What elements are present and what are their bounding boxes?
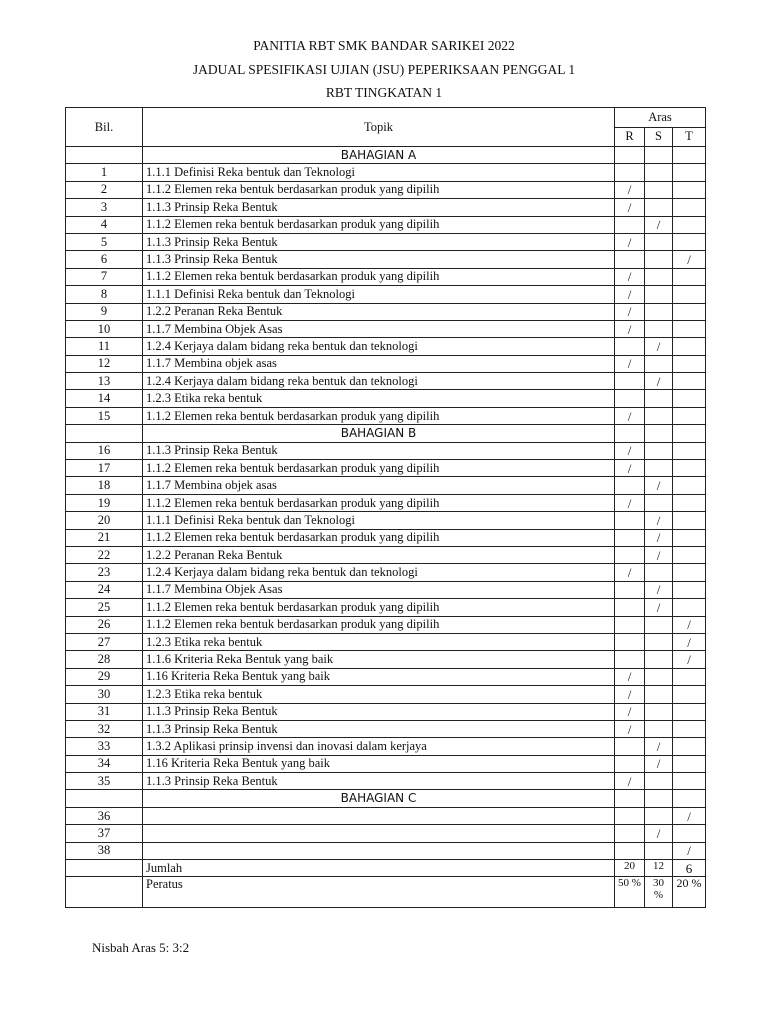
row-topic: 1.1.1 Definisi Reka bentuk dan Teknologi: [143, 164, 615, 181]
aras-r-mark: [615, 546, 645, 563]
aras-s-mark: /: [645, 581, 673, 598]
aras-s-mark: [645, 460, 673, 477]
aras-t-mark: [673, 233, 706, 250]
aras-s-mark: [645, 651, 673, 668]
row-number: 28: [66, 651, 143, 668]
row-number: 29: [66, 668, 143, 685]
column-header-t: T: [673, 127, 706, 147]
aras-r-mark: /: [615, 355, 645, 372]
aras-s-mark: [645, 494, 673, 511]
row-topic: 1.1.2 Elemen reka bentuk berdasarkan produk yang dipilih: [143, 494, 615, 511]
row-number: 13: [66, 373, 143, 390]
row-topic: 1.1.2 Elemen reka bentuk berdasarkan produk yang dipilih: [143, 616, 615, 633]
table-row: [66, 616, 706, 633]
row-number: 20: [66, 512, 143, 529]
row-topic: 1.2.4 Kerjaya dalam bidang reka bentuk dan teknologi: [143, 373, 615, 390]
aras-s-mark: [645, 773, 673, 790]
table-row: [66, 233, 706, 250]
row-topic: 1.1.2 Elemen reka bentuk berdasarkan produk yang dipilih: [143, 216, 615, 233]
aras-t-mark: [673, 460, 706, 477]
section-spacer: [615, 790, 645, 807]
row-number: 12: [66, 355, 143, 372]
table-row: [66, 251, 706, 268]
aras-r-mark: [615, 738, 645, 755]
aras-s-mark: [645, 355, 673, 372]
section-spacer: [66, 790, 143, 807]
aras-t-mark: [673, 320, 706, 337]
aras-s-mark: [645, 703, 673, 720]
total-label: Jumlah: [143, 860, 615, 877]
header-line-2: JADUAL SPESIFIKASI UJIAN (JSU) PEPERIKSAAN PENGGAL 1: [192, 62, 576, 77]
percentage-spacer: [66, 877, 143, 908]
aras-s-mark: /: [645, 477, 673, 494]
aras-r-mark: /: [615, 233, 645, 250]
aras-t-mark: [673, 338, 706, 355]
aras-r-mark: /: [615, 199, 645, 216]
percentage-r: 50 %: [615, 877, 645, 908]
table-row: [66, 355, 706, 372]
table-row: [66, 390, 706, 407]
table-row: [66, 338, 706, 355]
table-row: [66, 460, 706, 477]
row-number: 4: [66, 216, 143, 233]
header-line-1: PANITIA RBT SMK BANDAR SARIKEI 2022: [253, 38, 515, 53]
table-row: [66, 807, 706, 824]
table-row: [66, 738, 706, 755]
table-row: [66, 529, 706, 546]
section-header-row: [66, 790, 706, 807]
section-spacer: [645, 790, 673, 807]
total-spacer: [66, 860, 143, 877]
row-topic: 1.2.4 Kerjaya dalam bidang reka bentuk dan teknologi: [143, 564, 615, 581]
section-title: BAHAGIAN A: [143, 147, 615, 164]
aras-s-mark: [645, 199, 673, 216]
aras-t-mark: /: [673, 633, 706, 650]
aras-s-mark: [645, 251, 673, 268]
aras-s-mark: /: [645, 546, 673, 563]
row-number: 23: [66, 564, 143, 581]
aras-s-mark: [645, 233, 673, 250]
row-topic: 1.2.2 Peranan Reka Bentuk: [143, 303, 615, 320]
aras-s-mark: [645, 407, 673, 424]
aras-r-mark: [615, 251, 645, 268]
row-number: 11: [66, 338, 143, 355]
table-row: [66, 703, 706, 720]
aras-t-mark: /: [673, 651, 706, 668]
aras-s-mark: [645, 268, 673, 285]
row-number: 24: [66, 581, 143, 598]
row-topic: 1.1.2 Elemen reka bentuk berdasarkan produk yang dipilih: [143, 599, 615, 616]
row-topic: 1.1.3 Prinsip Reka Bentuk: [143, 233, 615, 250]
row-topic: 1.16 Kriteria Reka Bentuk yang baik: [143, 668, 615, 685]
aras-s-mark: [645, 442, 673, 459]
aras-r-mark: /: [615, 407, 645, 424]
aras-r-mark: [615, 807, 645, 824]
row-number: 19: [66, 494, 143, 511]
aras-t-mark: [673, 546, 706, 563]
row-topic: 1.1.2 Elemen reka bentuk berdasarkan produk yang dipilih: [143, 529, 615, 546]
row-number: 21: [66, 529, 143, 546]
aras-t-mark: [673, 407, 706, 424]
row-number: 22: [66, 546, 143, 563]
aras-s-mark: [645, 668, 673, 685]
row-number: 34: [66, 755, 143, 772]
aras-t-mark: [673, 720, 706, 737]
section-title: BAHAGIAN C: [143, 790, 615, 807]
aras-s-mark: [645, 807, 673, 824]
table-row: [66, 686, 706, 703]
aras-t-mark: /: [673, 807, 706, 824]
row-number: 8: [66, 286, 143, 303]
total-s: 12: [645, 860, 673, 877]
aras-s-mark: [645, 181, 673, 198]
row-topic: 1.3.2 Aplikasi prinsip invensi dan inovasi dalam kerjaya: [143, 738, 615, 755]
aras-r-mark: [615, 529, 645, 546]
row-number: 6: [66, 251, 143, 268]
aras-r-mark: [615, 477, 645, 494]
table-row: [66, 494, 706, 511]
column-header-r: R: [615, 127, 645, 147]
row-topic: 1.1.1 Definisi Reka bentuk dan Teknologi: [143, 286, 615, 303]
row-number: 33: [66, 738, 143, 755]
row-number: 14: [66, 390, 143, 407]
section-spacer: [645, 425, 673, 442]
table-row: [66, 477, 706, 494]
aras-s-mark: [645, 616, 673, 633]
aras-s-mark: [645, 303, 673, 320]
row-topic: 1.2.3 Etika reka bentuk: [143, 390, 615, 407]
table-row: [66, 512, 706, 529]
aras-t-mark: /: [673, 251, 706, 268]
section-header-row: [66, 147, 706, 164]
row-number: 15: [66, 407, 143, 424]
row-number: 36: [66, 807, 143, 824]
aras-s-mark: [645, 842, 673, 859]
section-spacer: [673, 790, 706, 807]
aras-r-mark: [615, 616, 645, 633]
row-topic: 1.1.7 Membina Objek Asas: [143, 581, 615, 598]
row-number: 1: [66, 164, 143, 181]
aras-r-mark: /: [615, 564, 645, 581]
table-row: [66, 633, 706, 650]
aras-r-mark: [615, 825, 645, 842]
aras-r-mark: /: [615, 686, 645, 703]
row-number: 27: [66, 633, 143, 650]
aras-s-mark: [645, 320, 673, 337]
table-row: [66, 773, 706, 790]
aras-r-mark: /: [615, 442, 645, 459]
table-row: [66, 216, 706, 233]
row-number: 16: [66, 442, 143, 459]
section-title: BAHAGIAN B: [143, 425, 615, 442]
aras-r-mark: /: [615, 320, 645, 337]
aras-t-mark: [673, 373, 706, 390]
aras-t-mark: [673, 477, 706, 494]
table-row: [66, 286, 706, 303]
aras-t-mark: [673, 512, 706, 529]
table-row: [66, 546, 706, 563]
aras-s-mark: [645, 686, 673, 703]
aras-r-mark: [615, 338, 645, 355]
row-topic: 1.16 Kriteria Reka Bentuk yang baik: [143, 755, 615, 772]
table-row: [66, 303, 706, 320]
aras-s-mark: /: [645, 216, 673, 233]
aras-t-mark: [673, 755, 706, 772]
section-spacer: [673, 147, 706, 164]
row-topic: 1.1.6 Kriteria Reka Bentuk yang baik: [143, 651, 615, 668]
aras-t-mark: [673, 581, 706, 598]
row-topic: [143, 842, 615, 859]
row-number: 26: [66, 616, 143, 633]
row-number: 7: [66, 268, 143, 285]
aras-r-mark: /: [615, 773, 645, 790]
section-spacer: [615, 147, 645, 164]
row-number: 38: [66, 842, 143, 859]
section-spacer: [66, 147, 143, 164]
row-topic: 1.1.2 Elemen reka bentuk berdasarkan produk yang dipilih: [143, 268, 615, 285]
aras-s-mark: /: [645, 512, 673, 529]
row-topic: 1.1.3 Prinsip Reka Bentuk: [143, 251, 615, 268]
row-number: 31: [66, 703, 143, 720]
aras-r-mark: [615, 581, 645, 598]
row-topic: [143, 825, 615, 842]
section-spacer: [615, 425, 645, 442]
percentage-label: Peratus: [143, 877, 615, 908]
row-topic: 1.1.1 Definisi Reka bentuk dan Teknologi: [143, 512, 615, 529]
aras-t-mark: [673, 529, 706, 546]
row-number: 5: [66, 233, 143, 250]
aras-r-mark: /: [615, 668, 645, 685]
table-row: [66, 164, 706, 181]
percentage-row: [66, 877, 706, 908]
aras-t-mark: [673, 773, 706, 790]
aras-s-mark: /: [645, 338, 673, 355]
aras-t-mark: [673, 303, 706, 320]
aras-t-mark: /: [673, 842, 706, 859]
row-topic: 1.1.3 Prinsip Reka Bentuk: [143, 703, 615, 720]
aras-r-mark: [615, 633, 645, 650]
aras-s-mark: /: [645, 755, 673, 772]
table-row: [66, 651, 706, 668]
aras-t-mark: [673, 668, 706, 685]
aras-t-mark: [673, 825, 706, 842]
table-row: [66, 581, 706, 598]
aras-t-mark: [673, 355, 706, 372]
aras-r-mark: /: [615, 720, 645, 737]
aras-r-mark: /: [615, 303, 645, 320]
row-number: 3: [66, 199, 143, 216]
aras-s-mark: /: [645, 825, 673, 842]
row-number: 35: [66, 773, 143, 790]
row-topic: 1.2.3 Etika reka bentuk: [143, 633, 615, 650]
row-number: 17: [66, 460, 143, 477]
percentage-t: 20 %: [673, 877, 706, 908]
table-row: [66, 599, 706, 616]
total-r: 20: [615, 860, 645, 877]
row-number: 37: [66, 825, 143, 842]
row-topic: 1.1.3 Prinsip Reka Bentuk: [143, 720, 615, 737]
aras-s-mark: [645, 720, 673, 737]
aras-s-mark: [645, 633, 673, 650]
ratio-note: Nisbah Aras 5: 3:2: [92, 940, 190, 955]
aras-r-mark: [615, 373, 645, 390]
jsu-table: [65, 107, 706, 908]
aras-r-mark: [615, 216, 645, 233]
table-row: [66, 755, 706, 772]
section-spacer: [673, 425, 706, 442]
header-line-3: RBT TINGKATAN 1: [325, 85, 443, 100]
aras-r-mark: /: [615, 268, 645, 285]
table-row: [66, 825, 706, 842]
table-row: [66, 668, 706, 685]
aras-t-mark: [673, 703, 706, 720]
row-number: 32: [66, 720, 143, 737]
row-number: 18: [66, 477, 143, 494]
table-row: [66, 407, 706, 424]
row-number: 10: [66, 320, 143, 337]
aras-r-mark: /: [615, 460, 645, 477]
aras-r-mark: [615, 755, 645, 772]
aras-t-mark: [673, 599, 706, 616]
row-topic: 1.1.2 Elemen reka bentuk berdasarkan produk yang dipilih: [143, 407, 615, 424]
aras-r-mark: /: [615, 181, 645, 198]
column-header-aras: Aras: [615, 108, 706, 128]
row-topic: 1.1.3 Prinsip Reka Bentuk: [143, 773, 615, 790]
table-row: [66, 373, 706, 390]
table-row: [66, 320, 706, 337]
aras-t-mark: [673, 216, 706, 233]
aras-r-mark: [615, 651, 645, 668]
row-number: 25: [66, 599, 143, 616]
aras-t-mark: [673, 199, 706, 216]
aras-r-mark: /: [615, 286, 645, 303]
percentage-s: 30 %: [645, 877, 673, 908]
aras-s-mark: [645, 390, 673, 407]
row-topic: [143, 807, 615, 824]
row-topic: 1.1.7 Membina objek asas: [143, 355, 615, 372]
aras-t-mark: [673, 286, 706, 303]
total-row: [66, 860, 706, 877]
row-topic: 1.1.2 Elemen reka bentuk berdasarkan produk yang dipilih: [143, 181, 615, 198]
aras-t-mark: [673, 494, 706, 511]
aras-t-mark: /: [673, 616, 706, 633]
aras-r-mark: [615, 599, 645, 616]
aras-s-mark: [645, 164, 673, 181]
row-number: 9: [66, 303, 143, 320]
aras-t-mark: [673, 390, 706, 407]
aras-s-mark: /: [645, 373, 673, 390]
aras-r-mark: /: [615, 494, 645, 511]
column-header-s: S: [645, 127, 673, 147]
aras-r-mark: /: [615, 703, 645, 720]
row-topic: 1.1.3 Prinsip Reka Bentuk: [143, 442, 615, 459]
aras-r-mark: [615, 164, 645, 181]
aras-t-mark: [673, 181, 706, 198]
table-row: [66, 268, 706, 285]
table-row: [66, 181, 706, 198]
aras-r-mark: [615, 842, 645, 859]
table-row: [66, 720, 706, 737]
section-header-row: [66, 425, 706, 442]
aras-r-mark: [615, 390, 645, 407]
column-header-topik: Topik: [143, 108, 615, 147]
table-row: [66, 442, 706, 459]
aras-t-mark: [673, 738, 706, 755]
aras-s-mark: /: [645, 599, 673, 616]
row-number: 30: [66, 686, 143, 703]
row-topic: 1.2.2 Peranan Reka Bentuk: [143, 546, 615, 563]
row-topic: 1.1.7 Membina objek asas: [143, 477, 615, 494]
aras-t-mark: [673, 686, 706, 703]
aras-t-mark: [673, 442, 706, 459]
column-header-bil: Bil.: [66, 108, 143, 147]
row-number: 2: [66, 181, 143, 198]
table-row: [66, 842, 706, 859]
aras-r-mark: [615, 512, 645, 529]
total-t: 6: [673, 860, 706, 877]
row-topic: 1.2.3 Etika reka bentuk: [143, 686, 615, 703]
aras-t-mark: [673, 164, 706, 181]
row-topic: 1.2.4 Kerjaya dalam bidang reka bentuk dan teknologi: [143, 338, 615, 355]
aras-t-mark: [673, 268, 706, 285]
row-topic: 1.1.2 Elemen reka bentuk berdasarkan produk yang dipilih: [143, 460, 615, 477]
aras-s-mark: /: [645, 738, 673, 755]
table-row: [66, 199, 706, 216]
aras-s-mark: [645, 564, 673, 581]
row-topic: 1.1.3 Prinsip Reka Bentuk: [143, 199, 615, 216]
row-topic: 1.1.7 Membina Objek Asas: [143, 320, 615, 337]
aras-t-mark: [673, 564, 706, 581]
section-spacer: [66, 425, 143, 442]
aras-s-mark: /: [645, 529, 673, 546]
aras-s-mark: [645, 286, 673, 303]
section-spacer: [645, 147, 673, 164]
table-row: [66, 564, 706, 581]
